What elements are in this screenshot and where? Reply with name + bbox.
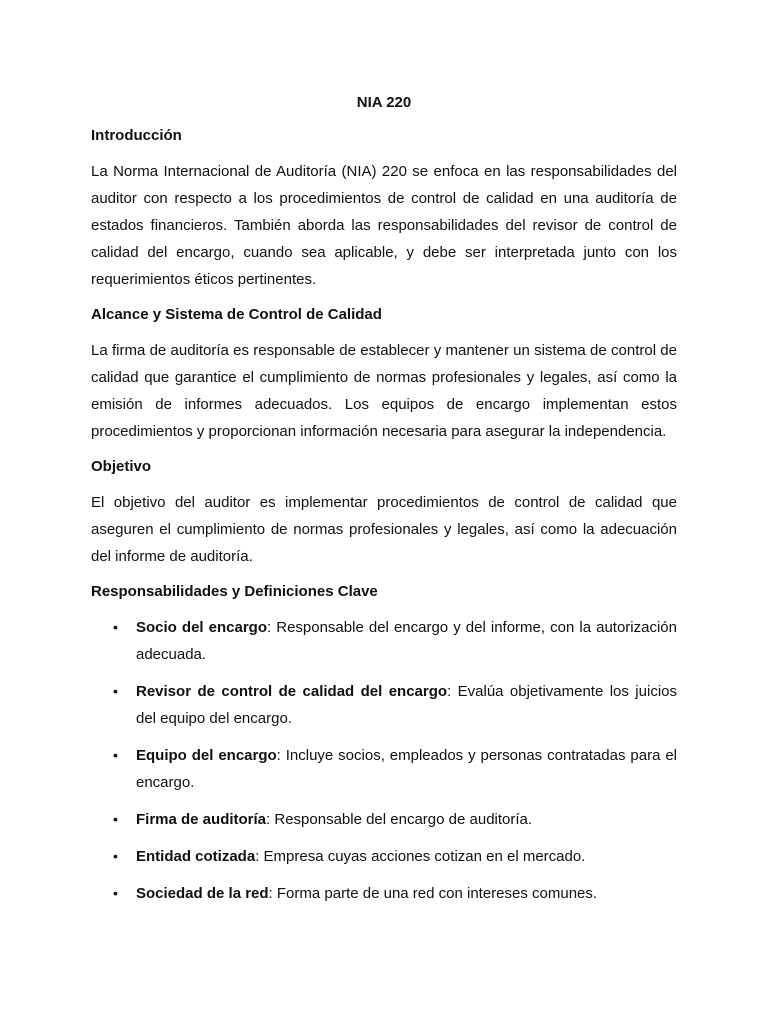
definition-text: : Forma parte de una red con intereses comunes. — [268, 885, 598, 902]
bullet-icon: • — [113, 811, 118, 827]
heading-responsabilidades: Responsabilidades y Definiciones Clave — [91, 583, 378, 600]
definition-term: Firma de auditoría — [136, 811, 267, 828]
definition-item — [91, 806, 677, 833]
definition-text: : Evalúa objetivamente los juicios del equipo del encargo. — [136, 683, 677, 727]
definition-text: : Responsable del encargo y del informe, con la autorización adecuada. — [136, 619, 677, 663]
definition-item — [91, 678, 677, 732]
heading-alcance: Alcance y Sistema de Control de Calidad — [91, 306, 382, 323]
definition-text: : Responsable del encargo de auditoría. — [266, 811, 533, 828]
definitions-list — [91, 614, 677, 907]
definition-text: : Incluye socios, empleados y personas contratadas para el encargo. — [136, 747, 677, 791]
definition-item — [91, 742, 677, 796]
document-content — [91, 91, 677, 917]
definition-term: Socio del encargo — [136, 619, 267, 636]
definition-term: Revisor de control de calidad del encargo — [136, 683, 448, 700]
definition-term: Entidad cotizada — [136, 848, 256, 865]
definition-text: : Empresa cuyas acciones cotizan en el mercado. — [255, 848, 586, 865]
paragraph-introduccion: La Norma Internacional de Auditoría (NIA) 220 se enfoca en las responsabilidades del auditor con respecto a los procedimientos de control de calidad en una auditoría de estados financieros. También aborda las responsabilidades del revisor de control de calidad del encargo, cuando sea aplicable, y debe ser interpretada junto con los requerimientos éticos pertinentes. — [91, 163, 677, 288]
heading-introduccion: Introducción — [91, 127, 182, 144]
paragraph-objetivo: El objetivo del auditor es implementar procedimientos de control de calidad que aseguren el cumplimiento de normas profesionales y legales, así como la adecuación del informe de auditoría. — [91, 494, 677, 565]
bullet-icon: • — [113, 683, 118, 699]
definition-item — [91, 843, 677, 870]
definition-item — [91, 880, 677, 907]
bullet-icon: • — [113, 848, 118, 864]
heading-objetivo: Objetivo — [91, 458, 152, 475]
paragraph-alcance: La firma de auditoría es responsable de establecer y mantener un sistema de control de calidad que garantice el cumplimiento de normas profesionales y legales, así como la emisión de informes adecuados. Los equipos de encargo implementan estos procedimientos y proporcionan información necesaria para asegurar la independencia. — [91, 342, 677, 440]
bullet-icon: • — [113, 885, 118, 901]
document-title: NIA 220 — [356, 94, 412, 111]
definition-item — [91, 614, 677, 668]
definition-term: Sociedad de la red — [136, 885, 269, 902]
definition-term: Equipo del encargo — [136, 747, 277, 764]
bullet-icon: • — [113, 619, 118, 635]
bullet-icon: • — [113, 747, 118, 763]
